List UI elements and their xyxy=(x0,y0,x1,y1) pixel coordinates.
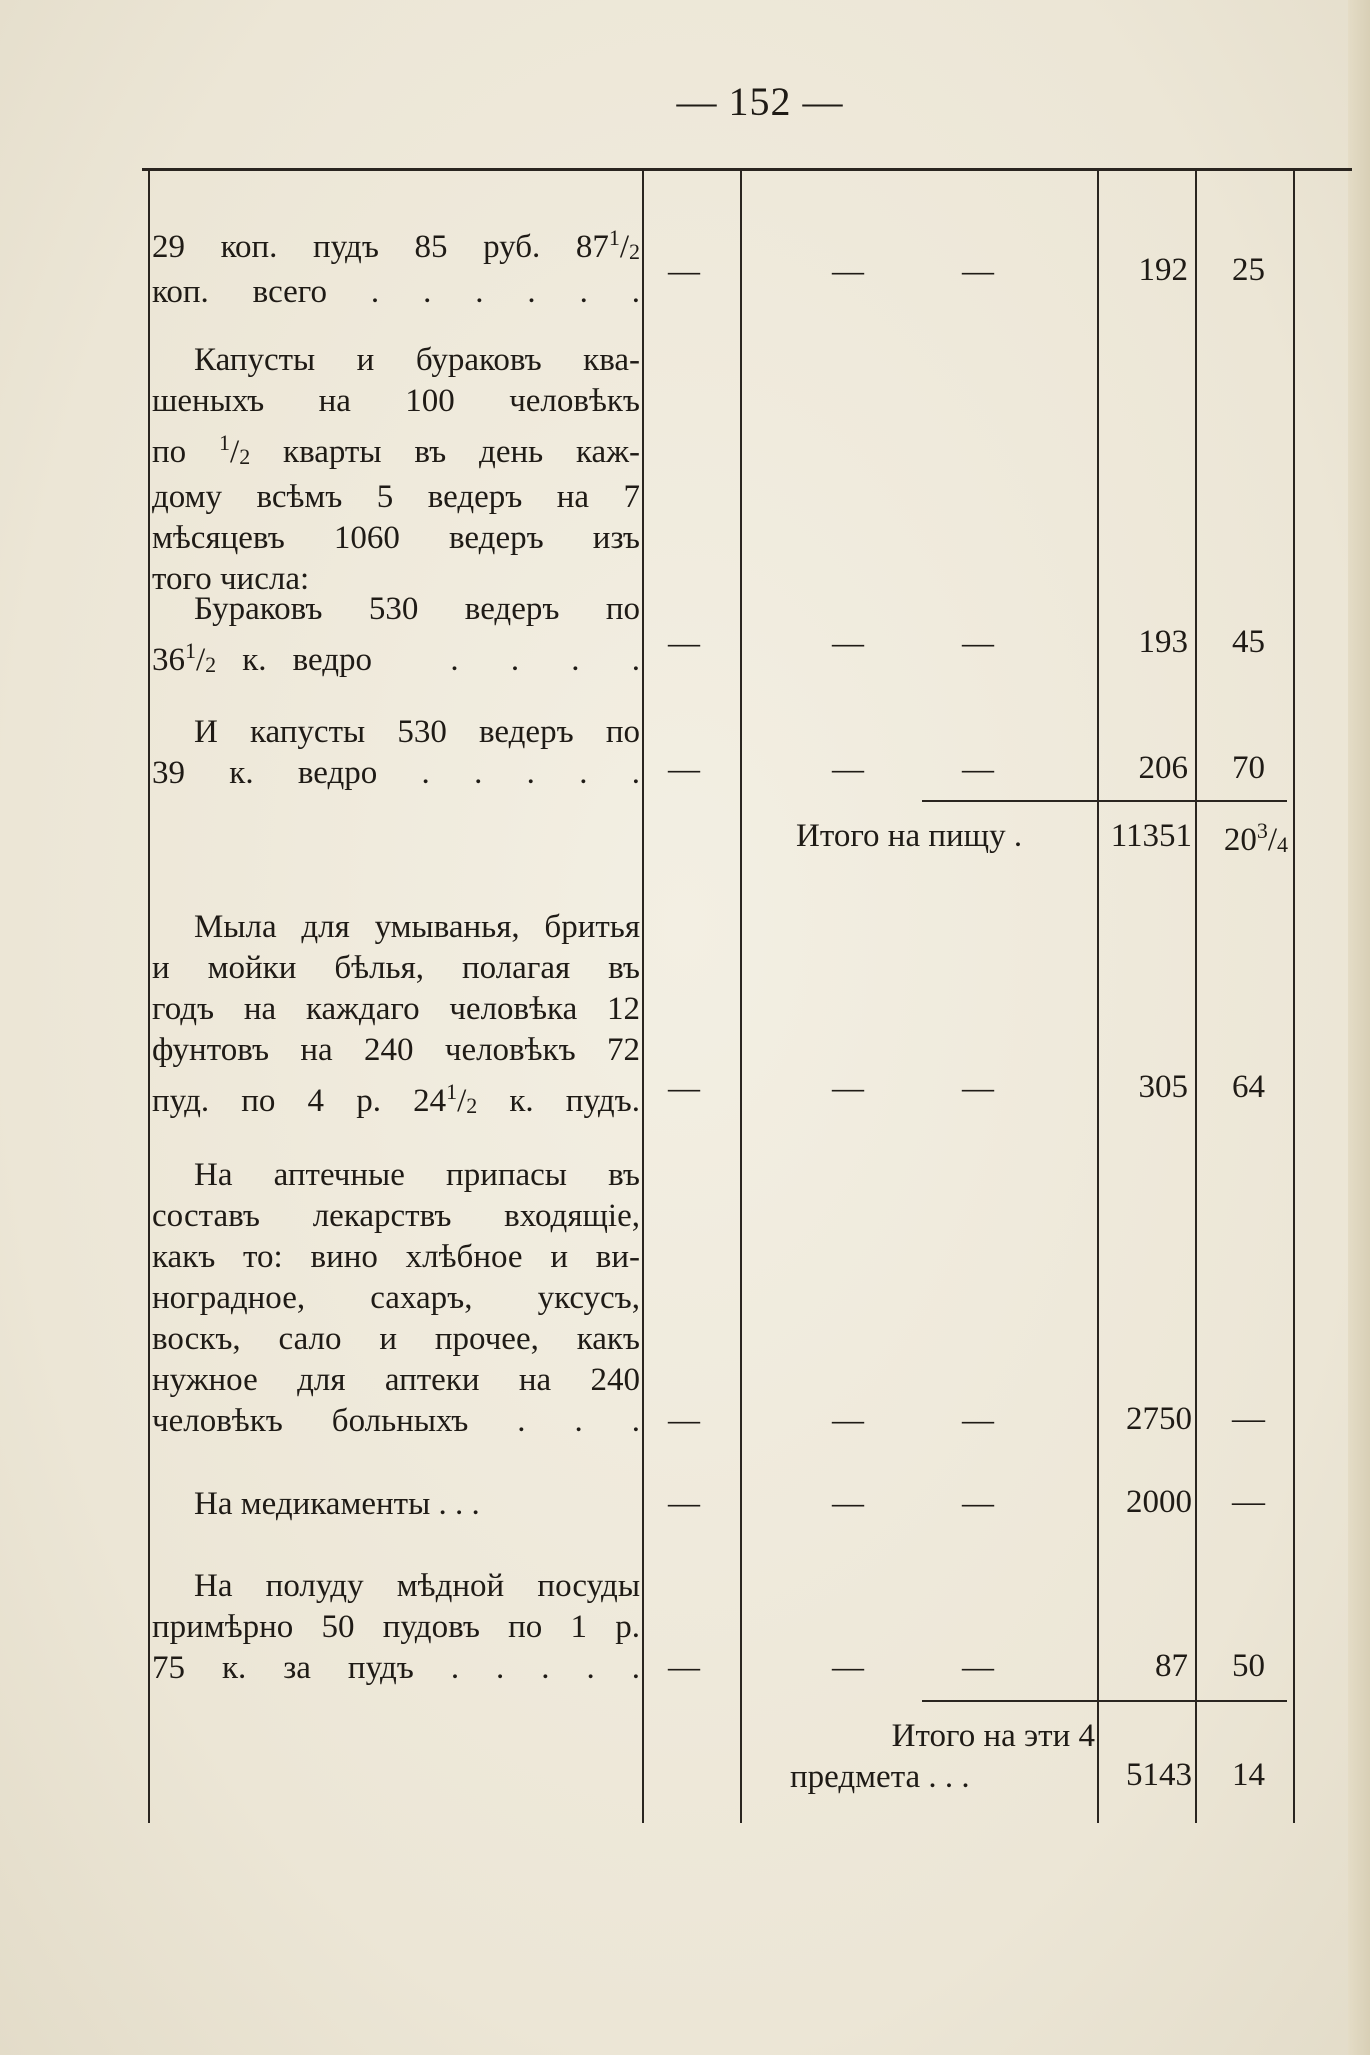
total-kop: 14 xyxy=(1232,1757,1265,1793)
item-text-line: того числа: xyxy=(152,561,310,597)
amount-rub: 193 xyxy=(1138,624,1188,660)
dash-col-1: — xyxy=(668,624,700,660)
table-row xyxy=(152,1566,640,1689)
item-text-line: нужное для аптеки на 240 xyxy=(152,1362,640,1398)
dash-col-3: — xyxy=(962,1069,994,1105)
subtotal-rule-1 xyxy=(922,800,1287,802)
dash-col-3: — xyxy=(962,624,994,660)
dash-col-3: — xyxy=(962,1401,994,1437)
item-text-line: какъ то: вино хлѣбное и ви- xyxy=(152,1239,640,1275)
dash-col-2: — xyxy=(832,252,864,288)
item-text-line: дому всѣмъ 5 ведеръ на 7 xyxy=(152,479,640,515)
total-label-line: Итого на эти 4 xyxy=(891,1718,1095,1754)
dash-col-3: — xyxy=(962,252,994,288)
amount-kop: 64 xyxy=(1232,1069,1265,1105)
column-divider-4 xyxy=(1195,170,1197,1823)
item-text-line: ноградное, сахаръ, уксусъ, xyxy=(152,1280,640,1316)
column-divider-1 xyxy=(642,170,644,1823)
item-text-line: составъ лекарствъ входящіе, xyxy=(152,1198,640,1234)
table-left-rule xyxy=(148,170,150,1823)
item-text-line: по $^1$/2 кварты въ день каж- xyxy=(152,430,640,470)
item-text-line: годъ на каждаго человѣка 12 xyxy=(152,991,640,1027)
item-text-line: коп. всего . . . . . . xyxy=(152,274,640,310)
total-label-line: предмета . . . xyxy=(790,1759,970,1795)
dash-col-3: — xyxy=(962,1484,994,1520)
dash-col-2: — xyxy=(832,624,864,660)
subtotal-rub: 11351 xyxy=(1110,818,1192,854)
item-text-line: На медикаменты . . . xyxy=(194,1486,480,1522)
table-row xyxy=(152,712,640,794)
item-text-line: пуд. по 4 р. $24^1/2$ к. пудъ. xyxy=(152,1079,640,1119)
subtotal-rule-2 xyxy=(922,1700,1287,1702)
column-divider-5 xyxy=(1293,170,1295,1823)
dash-col-1: — xyxy=(668,1484,700,1520)
column-divider-3 xyxy=(1097,170,1099,1823)
item-text-line: мѣсяцевъ 1060 ведеръ изъ xyxy=(152,520,640,556)
item-text-line: Бураковъ 530 ведеръ по xyxy=(194,591,640,627)
item-text-line: человѣкъ больныхъ . . . xyxy=(152,1403,640,1439)
amount-rub: 2750 xyxy=(1126,1401,1192,1437)
amount-kop: — xyxy=(1232,1484,1265,1520)
subtotal-kop: $20^3/4$ xyxy=(1223,818,1288,858)
amount-rub: 192 xyxy=(1138,252,1188,288)
dash-col-1: — xyxy=(668,1069,700,1105)
item-text-line: И капусты 530 ведеръ по xyxy=(194,714,640,750)
item-text-line: 75 к. за пудъ . . . . . xyxy=(152,1650,640,1686)
item-text-line: $36^1/2$ к. ведро . . . . xyxy=(152,638,640,678)
amount-rub: 87 xyxy=(1155,1648,1188,1684)
item-text-line: Капусты и бураковъ ква- xyxy=(194,342,640,378)
amount-rub: 305 xyxy=(1138,1069,1188,1105)
amount-kop: 45 xyxy=(1232,624,1265,660)
dash-col-1: — xyxy=(668,252,700,288)
item-text-line: и мойки бѣлья, полагая въ xyxy=(152,950,640,986)
amount-kop: 25 xyxy=(1232,252,1265,288)
dash-col-1: — xyxy=(668,1401,700,1437)
subtotal-label: Итого на пищу . xyxy=(796,818,1023,854)
item-text-line: фунтовъ на 240 человѣкъ 72 xyxy=(152,1032,640,1068)
item-text-line: На аптечные припасы въ xyxy=(194,1157,640,1193)
column-divider-2 xyxy=(740,170,742,1823)
item-text-line: Мыла для умыванья, бритья xyxy=(194,909,640,945)
amount-kop: 70 xyxy=(1232,750,1265,786)
total-rub: 5143 xyxy=(1126,1757,1192,1793)
item-text-line: На полуду мѣдной посуды xyxy=(194,1568,640,1604)
table-row xyxy=(152,589,640,685)
page-number: — 152 — xyxy=(676,79,844,124)
dash-col-1: — xyxy=(668,750,700,786)
item-text-line: шеныхъ на 100 человѣкъ xyxy=(152,383,640,419)
amount-rub: 206 xyxy=(1138,750,1188,786)
table-top-rule xyxy=(142,168,1352,171)
amount-kop: — xyxy=(1232,1401,1265,1437)
dash-col-3: — xyxy=(962,1648,994,1684)
item-text-line: примѣрно 50 пудовъ по 1 р. xyxy=(152,1609,640,1645)
table-row xyxy=(152,907,640,1126)
total-label xyxy=(790,1716,1095,1798)
table-row xyxy=(152,340,640,600)
item-text-line: 29 коп. пудъ 85 руб. $87^1/2$ xyxy=(152,225,640,265)
dash-col-2: — xyxy=(832,1401,864,1437)
amount-kop: 50 xyxy=(1232,1648,1265,1684)
dash-col-2: — xyxy=(832,750,864,786)
page-edge xyxy=(1348,0,1370,2055)
amount-rub: 2000 xyxy=(1126,1484,1192,1520)
table-row xyxy=(152,217,640,313)
dash-col-2: — xyxy=(832,1069,864,1105)
dash-col-2: — xyxy=(832,1648,864,1684)
dash-col-3: — xyxy=(962,750,994,786)
item-text-line: воскъ, сало и прочее, какъ xyxy=(152,1321,640,1357)
table-row xyxy=(152,1155,640,1442)
dash-col-1: — xyxy=(668,1648,700,1684)
dash-col-2: — xyxy=(832,1484,864,1520)
item-text-line: 39 к. ведро . . . . . xyxy=(152,755,640,791)
table-row xyxy=(152,1484,640,1525)
